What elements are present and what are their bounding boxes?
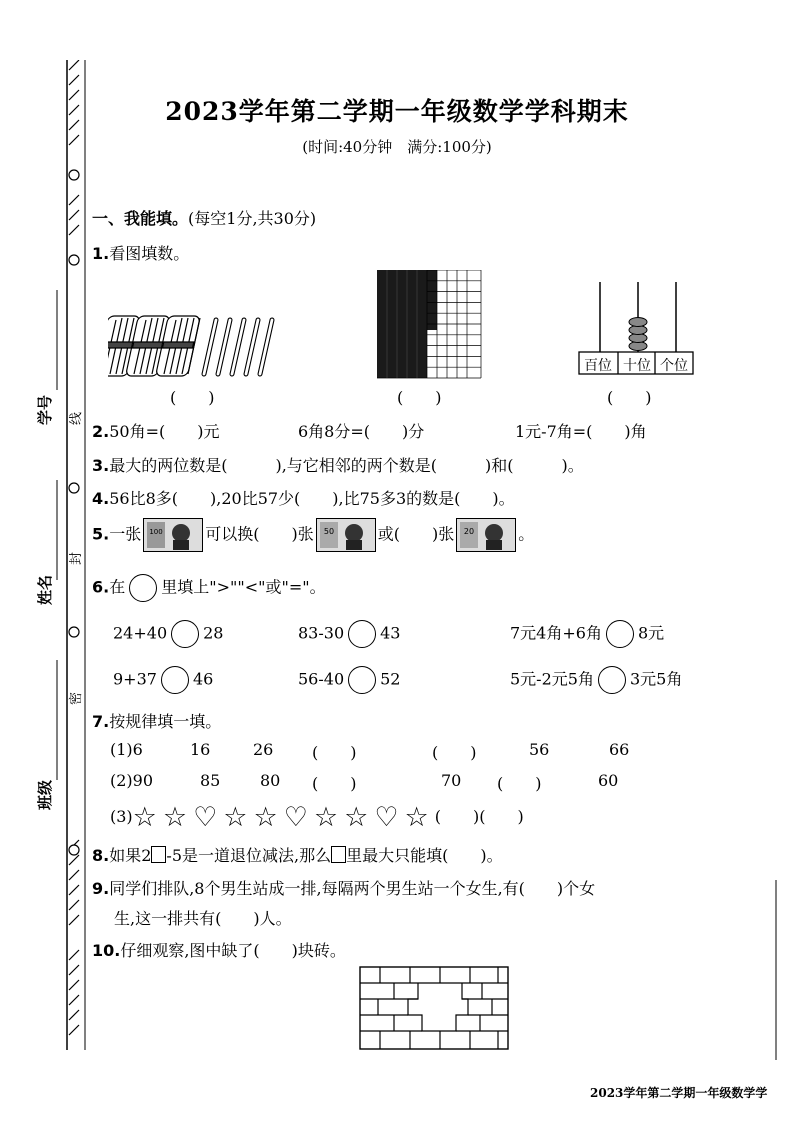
stick-bundles-image [108, 308, 278, 383]
compare-left: 83-30 [298, 623, 345, 643]
banknote-50-value: 50 [323, 527, 334, 536]
question-5 [92, 518, 534, 552]
blank-square-icon[interactable] [331, 846, 346, 863]
sequence-2-item: 80 [260, 771, 281, 790]
brick-wall-image [358, 965, 510, 1051]
sequence-1-blank[interactable]: ( ) [432, 743, 477, 762]
question-2 [92, 419, 219, 442]
question-8-text-c[interactable]: 里最大只能填( )。 [346, 846, 503, 865]
question-8-text-b: -5是一道退位减法,那么 [166, 846, 332, 865]
compare-row [298, 620, 400, 648]
sequence-1-item: 56 [529, 740, 550, 759]
question-6-text-a: 在 [109, 577, 126, 597]
question-4 [92, 486, 515, 509]
compare-row [113, 620, 223, 648]
question-10-text[interactable]: 仔细观察,图中缺了( )块砖。 [120, 941, 346, 960]
question-7 [92, 709, 221, 732]
compare-left: 7元4角+6角 [510, 623, 602, 643]
compare-row [298, 666, 400, 694]
question-5-text-b[interactable]: 可以换( )张 [205, 524, 314, 544]
sequence-1-blank[interactable]: ( ) [312, 743, 357, 762]
compare-left: 5元-2元5角 [510, 669, 594, 689]
q1-answer-a[interactable]: ( ) [170, 388, 215, 407]
sequence-1-item: 26 [253, 740, 274, 759]
sequence-2-item: 60 [598, 771, 619, 790]
question-5-text-a: 一张 [109, 524, 142, 544]
page-edge-line [774, 880, 778, 1060]
compare-answer-circle[interactable] [171, 620, 199, 648]
sequence-2-item: (2)90 [110, 771, 154, 790]
seal-secret-mark: 密 [69, 691, 84, 705]
question-8 [92, 843, 503, 866]
banknote-20-value: 20 [464, 527, 475, 536]
question-1 [92, 241, 189, 264]
compare-right: 52 [380, 669, 401, 689]
seal-seal-mark: 封 [69, 551, 84, 565]
sequence-2-item: 70 [441, 771, 462, 790]
compare-left: 24+40 [113, 623, 168, 643]
name-label: 姓名 [36, 574, 54, 605]
question-9 [92, 876, 595, 899]
sequence-3-blanks[interactable]: ( )( ) [434, 807, 524, 826]
question-7-text: 按规律填一填。 [109, 712, 222, 731]
question-10 [92, 938, 346, 961]
sequence-1-item: (1)6 [110, 740, 143, 759]
question-7-number: 7. [92, 712, 110, 731]
question-9-line-2[interactable]: 生,这一排共有( )人。 [114, 909, 292, 928]
compare-answer-circle[interactable] [606, 620, 634, 648]
abacus-label-hundreds: 百位 [584, 358, 612, 374]
sequence-2-item: 85 [200, 771, 221, 790]
question-3-number: 3. [92, 456, 110, 475]
abacus-label-ones: 个位 [660, 358, 688, 374]
compare-circle-icon [129, 574, 157, 602]
section-1-note: (每空1分,共30分) [188, 209, 317, 228]
question-6-number: 6. [92, 577, 110, 597]
compare-row [510, 666, 682, 694]
compare-row [113, 666, 213, 694]
question-6-text-b: 里填上">""<"或"="。 [161, 577, 326, 597]
question-6 [92, 574, 326, 602]
question-9-number: 9. [92, 879, 110, 898]
sequence-1-item: 16 [190, 740, 211, 759]
compare-left: 9+37 [113, 669, 157, 689]
question-4-text[interactable]: 56比8多( ),20比57少( ),比75多3的数是( )。 [109, 489, 515, 508]
page-title: 2023学年第二学期一年级数学学科期末 [165, 97, 629, 126]
compare-left: 56-40 [298, 669, 345, 689]
question-10-number: 10. [92, 941, 121, 960]
compare-right: 43 [380, 623, 401, 643]
question-9-line-1[interactable]: 同学们排队,8个男生站成一排,每隔两个男生站一个女生,有( )个女 [109, 879, 596, 898]
question-4-number: 4. [92, 489, 110, 508]
compare-answer-circle[interactable] [598, 666, 626, 694]
q1-answer-c[interactable]: ( ) [607, 388, 652, 407]
question-8-number: 8. [92, 846, 110, 865]
banknote-100-icon [143, 518, 203, 552]
question-2-part-b[interactable]: 6角8分=( )分 [298, 422, 425, 441]
sequence-1-item: 66 [609, 740, 630, 759]
q1-answer-b[interactable]: ( ) [397, 388, 442, 407]
sequence-3 [110, 802, 524, 833]
page-subtitle: (时间:40分钟 满分:100分) [302, 138, 492, 156]
banknote-20-icon [456, 518, 516, 552]
hundred-grid-image [377, 270, 483, 380]
question-8-text-a: 如果2 [109, 846, 152, 865]
compare-row [510, 620, 664, 648]
question-1-text: 看图填数。 [109, 244, 190, 263]
sequence-3-label: (3) [110, 807, 133, 826]
sequence-2-blank[interactable]: ( ) [312, 774, 357, 793]
compare-right: 46 [192, 669, 214, 689]
compare-right: 3元5角 [629, 669, 683, 689]
compare-right: 8元 [637, 623, 665, 643]
compare-answer-circle[interactable] [161, 666, 189, 694]
question-5-text-c[interactable]: 或( )张 [377, 524, 455, 544]
student-number-label: 学号 [36, 394, 54, 425]
compare-answer-circle[interactable] [348, 666, 376, 694]
compare-answer-circle[interactable] [348, 620, 376, 648]
page-footer: 2023学年第二学期一年级数学学 [590, 1086, 768, 1100]
section-1-title: 一、我能填。 [92, 209, 189, 228]
question-2-part-a[interactable]: 50角=( )元 [109, 422, 220, 441]
blank-square-icon[interactable] [151, 846, 166, 863]
question-3 [92, 453, 584, 476]
seal-line-mark: 线 [69, 411, 84, 425]
question-3-text[interactable]: 最大的两位数是( ),与它相邻的两个数是( )和( )。 [109, 456, 584, 475]
question-2-number: 2. [92, 422, 110, 441]
sequence-2-blank[interactable]: ( ) [497, 774, 542, 793]
banknote-100-value: 100 [149, 528, 163, 536]
shape-pattern: ☆☆♡☆☆♡☆☆♡☆ [132, 802, 435, 833]
class-label: 班级 [36, 779, 54, 810]
banknote-50-icon [316, 518, 376, 552]
question-5-number: 5. [92, 524, 110, 544]
question-2-part-c[interactable]: 1元-7角=( )角 [515, 422, 647, 441]
abacus-label-tens: 十位 [623, 358, 651, 374]
question-1-number: 1. [92, 244, 110, 263]
compare-right: 28 [203, 623, 224, 643]
section-1-heading [92, 206, 316, 229]
question-5-text-d: 。 [518, 524, 535, 544]
